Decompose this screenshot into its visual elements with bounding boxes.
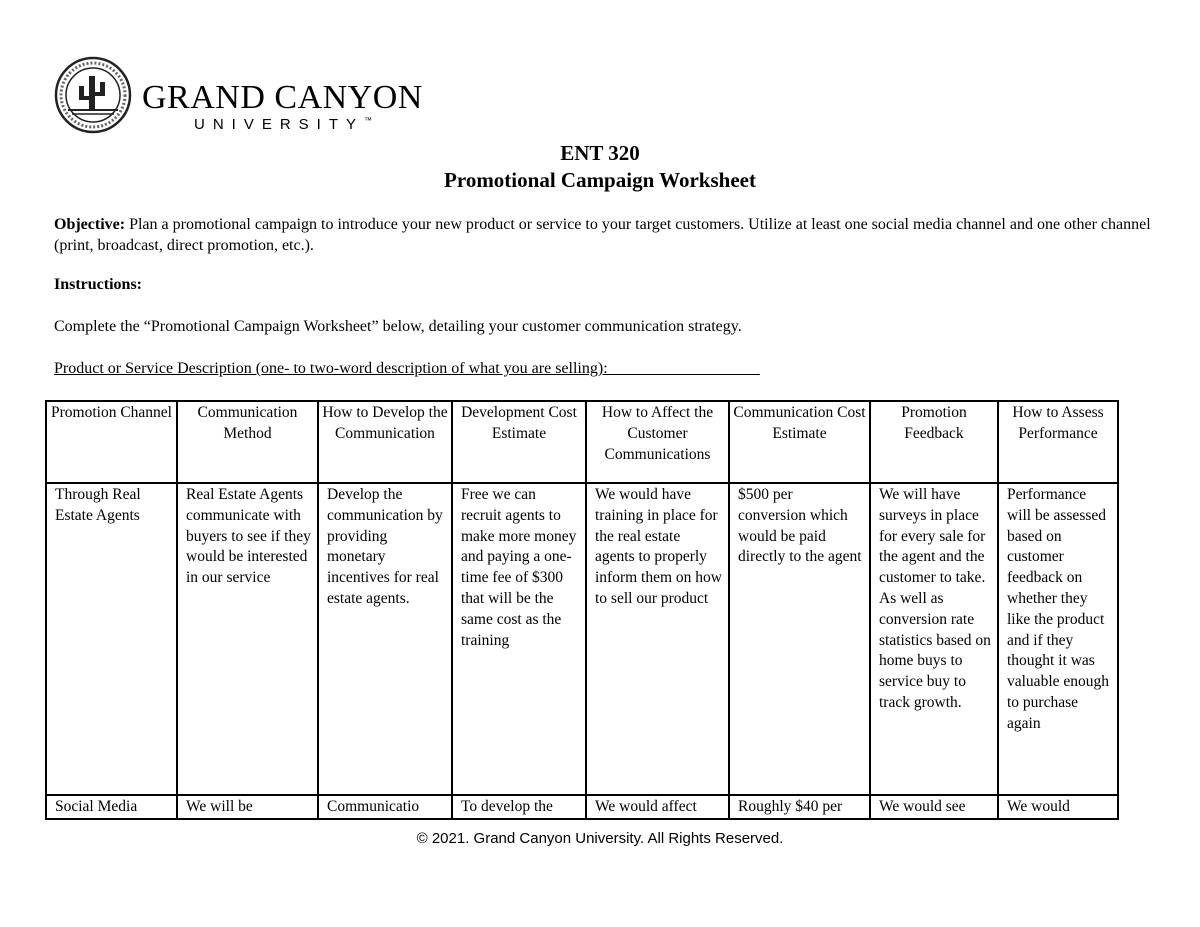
table-cell: We would <box>998 795 1118 819</box>
table-cell: We would have training in place for the real estate agents to properly inform them on how to sell our product <box>586 483 729 795</box>
header-cell: How to Assess Performance <box>998 401 1118 483</box>
worksheet-table <box>45 400 1119 820</box>
table-header-row <box>46 401 1118 483</box>
table-cell: We will have surveys in place for every sale for the agent and the customer to take. As well as conversion rate statistics based on home buys to service buy to track growth. <box>870 483 998 795</box>
table-cell: Performance will be assessed based on customer feedback on whether they like the product and if they thought it was valuable enough to purchase again <box>998 483 1118 795</box>
table-row <box>46 483 1118 795</box>
header-cell: How to Affect the Customer Communications <box>586 401 729 483</box>
table-cell: Develop the communication by providing monetary incentives for real estate agents. <box>318 483 452 795</box>
table-cell: We would see <box>870 795 998 819</box>
table-cell: Social Media <box>46 795 177 819</box>
header-cell: Promotion Feedback <box>870 401 998 483</box>
brand-name: GRAND CANYON <box>142 79 423 116</box>
table-cell: Roughly $40 per <box>729 795 870 819</box>
header-cell: Development Cost Estimate <box>452 401 586 483</box>
table-cell: Free we can recruit agents to make more money and paying a one-time fee of $300 that will be the same cost as the training <box>452 483 586 795</box>
table-cell: We will be <box>177 795 318 819</box>
header-cell: Communication Method <box>177 401 318 483</box>
header-cell: Promotion Channel <box>46 401 177 483</box>
university-logo <box>54 56 424 136</box>
worksheet-title: Promotional Campaign Worksheet <box>444 168 756 192</box>
table-cell: Through Real Estate Agents <box>46 483 177 795</box>
table-row <box>46 795 1118 819</box>
header-cell: How to Develop the Communication <box>318 401 452 483</box>
university-seal-icon <box>54 56 132 134</box>
table-cell: We would affect <box>586 795 729 819</box>
instructions-heading: Instructions: <box>54 276 143 293</box>
course-title: ENT 320 <box>560 141 640 165</box>
table-cell: $500 per conversion which would be paid directly to the agent <box>729 483 870 795</box>
objective-paragraph <box>54 214 1154 256</box>
table-cell: To develop the <box>452 795 586 819</box>
objective-label: Objective: <box>54 216 126 233</box>
brand-subtitle: UNIVERSITY™ <box>194 116 373 133</box>
instructions-text: Complete the “Promotional Campaign Worksheet” below, detailing your customer communication strategy. <box>54 318 742 335</box>
objective-text: Plan a promotional campaign to introduce your new product or service to your target customers. Utilize at least one social media channel and one other channel (print, broadcast, direct promotion, etc.). <box>54 216 1151 254</box>
header-cell: Communication Cost Estimate <box>729 401 870 483</box>
table-cell: Communicatio <box>318 795 452 819</box>
product-description-line: Product or Service Description (one- to two-word description of what you are selling): __________________ <box>54 360 760 377</box>
copyright-footer: © 2021. Grand Canyon University. All Rights Reserved. <box>416 830 784 847</box>
table-cell: Real Estate Agents communicate with buyers to see if they would be interested in our service <box>177 483 318 795</box>
